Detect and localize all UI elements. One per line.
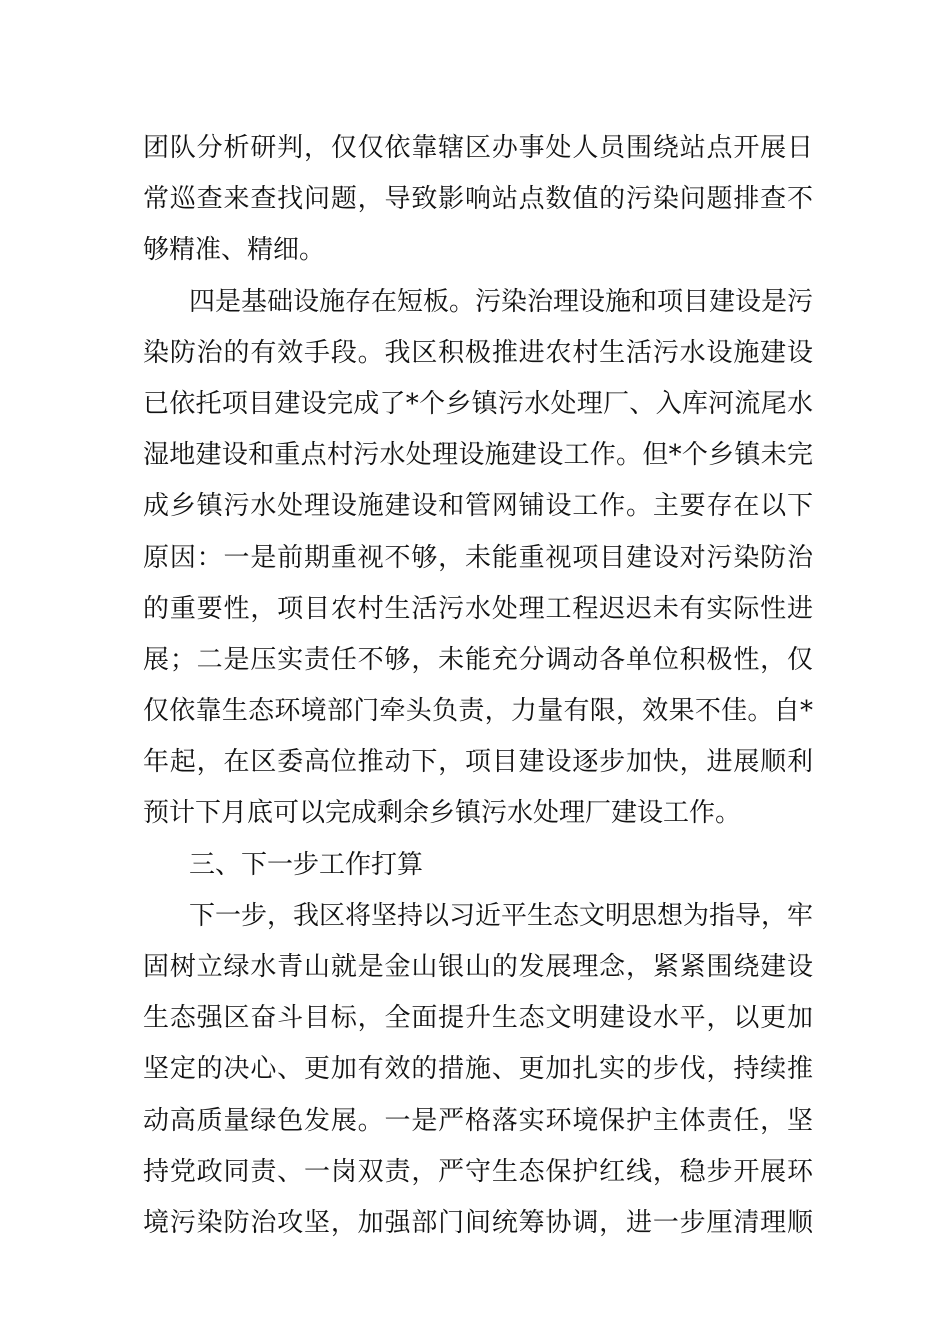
text-line-10: 的重要性，项目农村生活污水处理工程迟迟未有实际性进 (143, 593, 813, 624)
text-line-1: 团队分析研判，仅仅依靠辖区办事处人员围绕站点开展日 (143, 133, 813, 163)
text-line-21: 持党政同责、一岗双责，严守生态保护红线，稳步开展环 (143, 1156, 813, 1187)
text-line-17: 固树立绿水青山就是金山银山的发展理念，紧紧围绕建设 (143, 952, 813, 982)
text-line-6: 已依托项目建设完成了*个乡镇污水处理厂、入库河流尾水 (143, 388, 813, 419)
document-body (143, 123, 813, 1249)
text-line-2: 常巡查来查找问题，导致影响站点数值的污染问题排查不 (143, 184, 813, 215)
text-line-14: 预计下月底可以完成剩余乡镇污水处理厂建设工作。 (143, 798, 742, 829)
text-line-8: 成乡镇污水处理设施建设和管网铺设工作。主要存在以下 (143, 491, 813, 522)
text-line-19: 坚定的决心、更加有效的措施、更加扎实的步伐，持续推 (143, 1054, 813, 1085)
text-line-20: 动高质量绿色发展。一是严格落实环境保护主体责任，坚 (143, 1105, 813, 1136)
section-heading: 三、下一步工作打算 (189, 849, 424, 880)
text-line-4: 四是基础设施存在短板。污染治理设施和项目建设是污 (189, 286, 814, 317)
text-line-5: 染防治的有效手段。我区积极推进农村生活污水设施建设 (143, 337, 813, 368)
text-line-7: 湿地建设和重点村污水处理设施建设工作。但*个乡镇未完 (143, 440, 813, 471)
text-line-18: 生态强区奋斗目标，全面提升生态文明建设水平，以更加 (143, 1003, 813, 1034)
text-line-3: 够精准、精细。 (143, 235, 326, 266)
text-line-9: 原因：一是前期重视不够，未能重视项目建设对污染防治 (143, 542, 813, 573)
text-line-11: 展；二是压实责任不够，未能充分调动各单位积极性，仅 (143, 644, 813, 675)
text-line-13: 年起，在区委高位推动下，项目建设逐步加快，进展顺利 (143, 747, 813, 778)
text-line-12: 仅依靠生态环境部门牵头负责，力量有限，效果不佳。自* (143, 696, 813, 727)
text-line-22: 境污染防治攻坚，加强部门间统筹协调，进一步厘清理顺 (143, 1207, 813, 1238)
text-line-16: 下一步，我区将坚持以习近平生态文明思想为指导，牢 (189, 900, 814, 931)
